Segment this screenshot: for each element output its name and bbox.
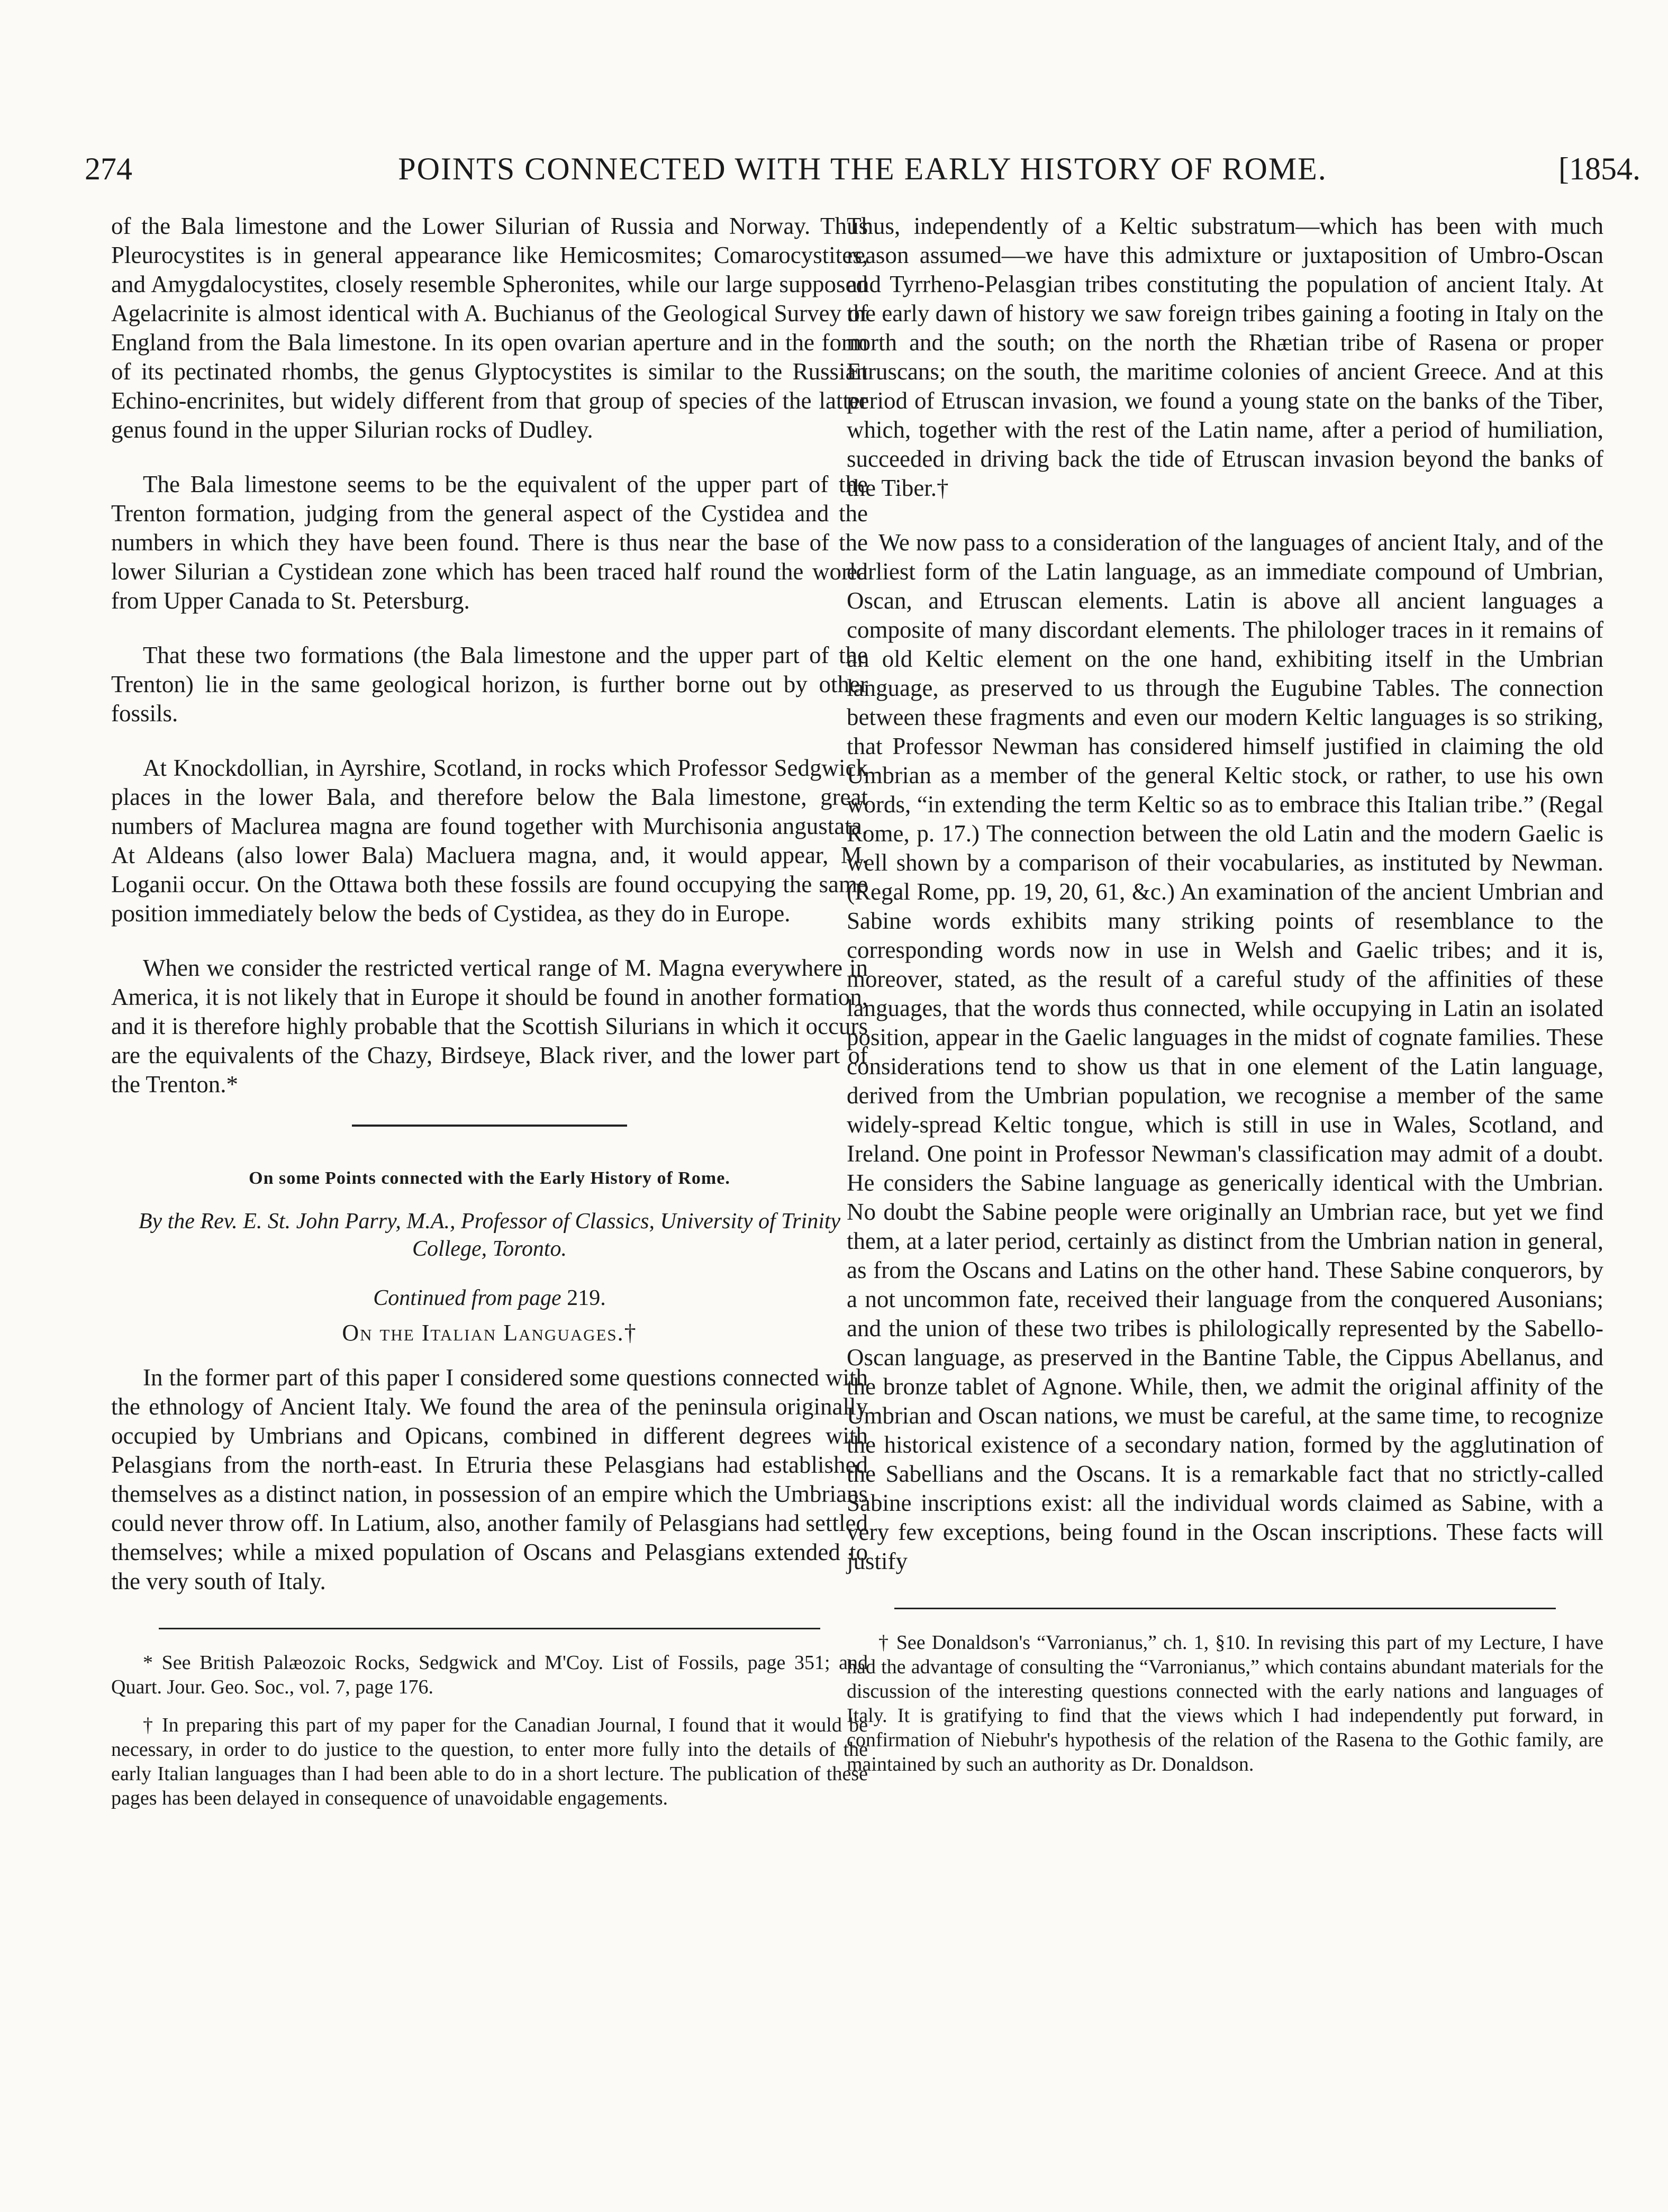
- paragraph: The Bala limestone seems to be the equivalent of the upper part of the Trenton formation, judging from the general aspect of the Cystidea and the numbers in which they have been found. There is thus near the base of the lower Silurian a Cystidean zone which has been traced half round the world from Upper Canada to St. Petersburg.: [111, 471, 868, 614]
- paragraph: Thus, independently of a Keltic substratum—which has been with much reason assumed—we have this admixture or juxtaposition of Umbro-Oscan and Tyrrheno-Pelasgian tribes constituting the population of ancient Italy. At the early dawn of history we saw foreign tribes gaining a footing in Italy on the north and the south; on the north the Rhætian tribe of Rasena or proper Etruscans; on the south, the maritime colonies of ancient Greece. And at this period of Etruscan invasion, we found a young state on the banks of the Tiber, which, together with the rest of the Latin name, after a period of humiliation, succeeded in driving back the tide of Etruscan invasion beyond the banks of the Tiber.†: [847, 213, 1603, 501]
- right-column: [847, 212, 1603, 1790]
- section-divider: [352, 1125, 627, 1127]
- paragraph: of the Bala limestone and the Lower Silurian of Russia and Norway. Thus Pleurocystites is in general appearance like Hemicosmites; Comarocystites, and Amygdalocystites, closely resemble Spheronites, while our large supposed Agelacrinite is almost identical with A. Buchianus of the Geological Survey of England from the Bala limestone. In its open ovarian aperture and in the form of its pectinated rhombs, the genus Glyptocystites is similar to the Russian Echino-encrinites, but widely different from that group of species of the latter genus found in the upper Silurian rocks of Dudley.: [111, 213, 868, 443]
- article-byline: By the Rev. E. St. John Parry, M.A., Professor of Classics, University of Trinity College, Toronto.: [138, 1209, 841, 1261]
- left-column: [111, 212, 868, 1824]
- paragraph: When we consider the restricted vertical range of M. Magna everywhere in America, it is not likely that in Europe it should be found in another formation, and it is therefore highly probable that the Scottish Silurians in which it occurs are the equivalents of the Chazy, Birdseye, Black river, and the lower part of the Trenton.*: [111, 955, 868, 1098]
- running-title: POINTS CONNECTED WITH THE EARLY HISTORY OF ROME.: [398, 151, 1327, 186]
- footnote-divider: [159, 1628, 820, 1629]
- year-marker: [1854.: [1558, 151, 1640, 186]
- continued-label: Continued from page: [373, 1286, 561, 1310]
- paragraph: At Knockdollian, in Ayrshire, Scotland, in rocks which Professor Sedgwick places in the lower Bala, and therefore below the Bala limestone, great numbers of Maclurea magna are found together with Murchisonia angustata. At Aldeans (also lower Bala) Macluera magna, and, it would appear, M. Loganii occur. On the Ottawa both these fossils are found occupying the same position immediately below the beds of Cystidea, as they do in Europe.: [111, 755, 868, 927]
- paragraph: In the former part of this paper I considered some questions connected with the ethnology of Ancient Italy. We found the area of the peninsula originally occupied by Umbrians and Opicans, combined in different degrees with Pelasgians from the north-east. In Etruria these Pelasgians had established themselves as a distinct nation, in possession of an empire which the Umbrians could never throw off. In Latium, also, another family of Pelasgians had settled themselves; while a mixed population of Oscans and Pelasgians extended to the very south of Italy.: [111, 1364, 868, 1594]
- page-number: 274: [85, 151, 132, 186]
- footnote: † See Donaldson's “Varronianus,” ch. 1, §10. In revising this part of my Lecture, I have had the advantage of consulting the “Varronianus,” which contains abundant materials for the discussion of the interesting questions connected with the early nations and languages of Italy. It is gratifying to find that the views which I had independently put forward, in confirmation of Niebuhr's hypothesis of the relation of the Rasena to the Gothic family, are maintained by such an authority as Dr. Donaldson.: [847, 1631, 1603, 1775]
- continued-page: 219.: [567, 1286, 606, 1310]
- section-title: On the Italian Languages.†: [342, 1320, 637, 1346]
- paragraph: That these two formations (the Bala limestone and the upper part of the Trenton) lie in the same geological horizon, is further borne out by other fossils.: [111, 642, 868, 727]
- footnote-divider: [894, 1608, 1556, 1609]
- running-header: [85, 151, 1640, 198]
- footnote: † In preparing this part of my paper for the Canadian Journal, I found that it would be necessary, in order to do justice to the question, to enter more fully into the details of the early Italian languages than I had been able to do in a short lecture. The publication of these pages has been delayed in consequence of unavoidable engagements.: [111, 1714, 868, 1809]
- paragraph: We now pass to a consideration of the languages of ancient Italy, and of the earliest form of the Latin language, as an immediate compound of Umbrian, Oscan, and Etruscan elements. Latin is above all ancient languages a composite of many discordant elements. The philologer traces in it remains of an old Keltic element on the one hand, exhibiting itself in the Umbrian language, as preserved to us through the Eugubine Tables. The connection between these fragments and even our modern Keltic languages is so striking, that Professor Newman has considered himself justified in claiming the old Umbrian as a member of the general Keltic stock, or rather, to use his own words, “in extending the term Keltic so as to embrace this Italian tribe.” (Regal Rome, p. 17.) The connection between the old Latin and the modern Gaelic is well shown by a comparison of their vocabularies, as instituted by Newman. (Regal Rome, pp. 19, 20, 61, &c.) An examination of the ancient Umbrian and Sabine words exhibits many striking points of resemblance to the corresponding words now in use in Welsh and Gaelic tribes; and it is, moreover, stated, as the result of a careful study of the affinities of these languages, that the words thus connected, while occupying in Latin an isolated position, appear in the Gaelic languages in the midst of cognate families. These considerations tend to show us that in one element of the Latin language, derived from the Umbrian population, we recognise a member of the same widely-spread Keltic tongue, which is still in use in Wales, Scotland, and Ireland. One point in Professor Newman's classification may admit of a doubt. He considers the Sabine language as generically identical with the Umbrian. No doubt the Sabine people were originally an Umbrian race, but yet we find them, at a later period, certainly as distinct from the Umbrian nation in general, as from the Oscans and Latins on the other hand. These Sabine conquerors, by a not uncommon fate, received their language from the conquered Ausonians; and the union of these two tribes is philologically represented by the Sabello-Oscan language, as preserved in the Bantine Table, the Cippus Abellanus, and the bronze tablet of Agnone. While, then, we admit the original affinity of the Umbrian and Oscan nations, we must be careful, at the same time, to recognize the historical existence of a secondary nation, formed by the agglutination of the Sabellians and the Oscans. It is a remarkable fact that no strictly-called Sabine inscriptions exist: all the individual words claimed as Sabine, with a very few exceptions, being found in the Oscan inscriptions. These facts will justify: [847, 529, 1603, 1574]
- footnote: * See British Palæozoic Rocks, Sedgwick and M'Coy. List of Fossils, page 351; and Quart. Jour. Geo. Soc., vol. 7, page 176.: [111, 1652, 868, 1698]
- continued-note: [111, 1284, 868, 1313]
- article-title: On some Points connected with the Early History of Rome.: [249, 1168, 730, 1188]
